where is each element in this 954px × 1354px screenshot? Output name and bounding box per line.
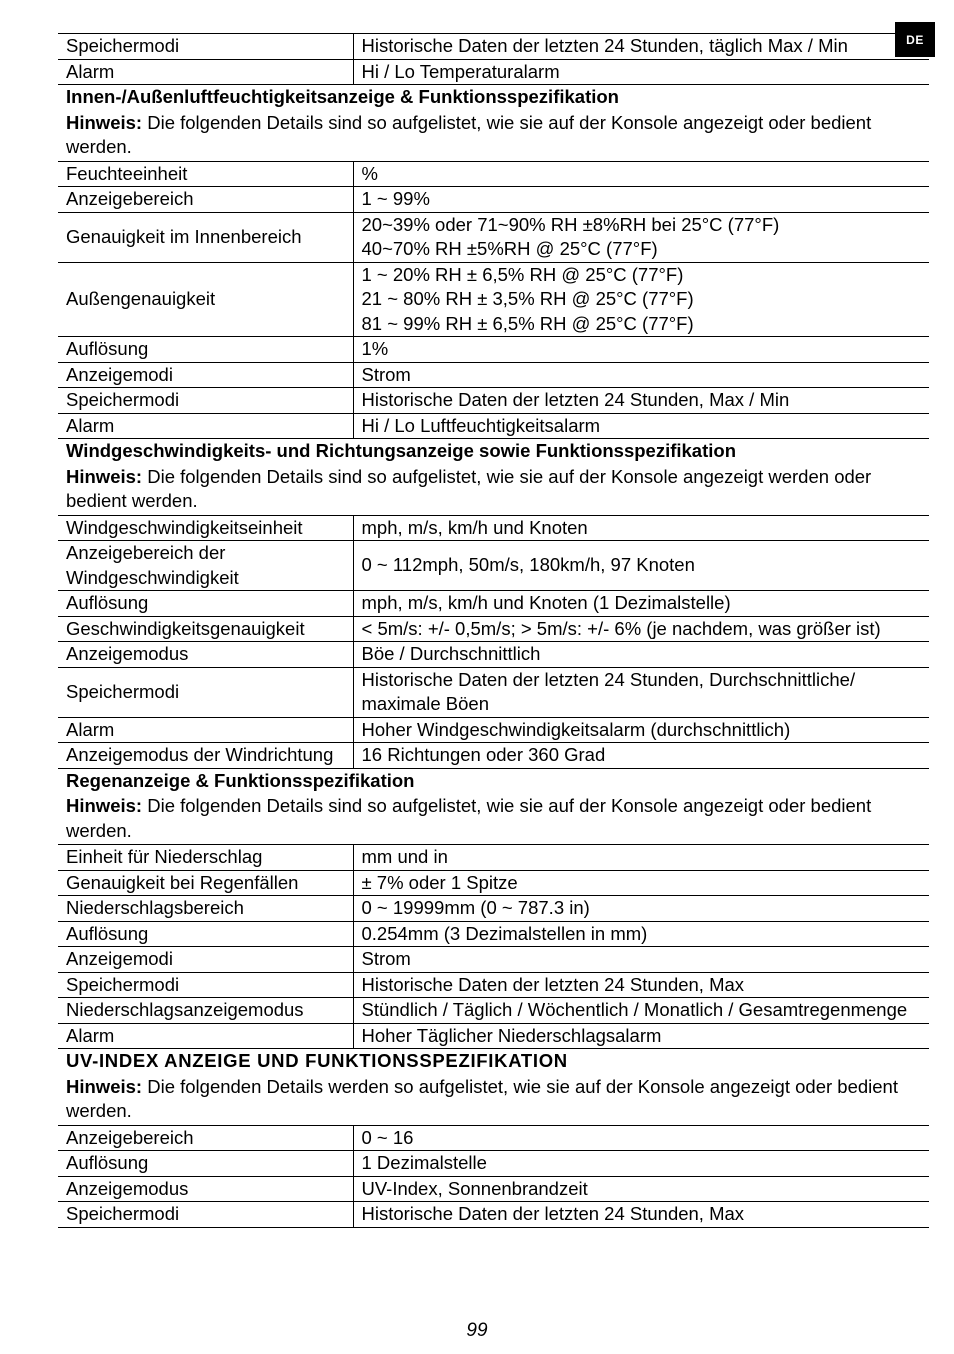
spec-value-line: Hi / Lo Temperaturalarm [361, 60, 560, 82]
section-note [58, 111, 929, 162]
table-row [58, 187, 929, 213]
spec-label: Außengenauigkeit [58, 262, 353, 337]
spec-value-line: 1% [361, 338, 389, 359]
section-note-cell [58, 111, 929, 162]
table-row [58, 972, 929, 998]
spec-value [353, 1023, 929, 1049]
spec-value-line: 0.254mm (3 Dezimalstellen in mm) [361, 922, 648, 944]
spec-value-line: < 5m/s: +/- 0,5m/s; > 5m/s: +/- 6% (je nachdem, was größer ist) [361, 617, 881, 639]
spec-value [353, 362, 929, 388]
spec-label: Genauigkeit im Innenbereich [58, 212, 353, 262]
spec-value [353, 743, 929, 769]
table-row [58, 212, 929, 262]
spec-label: Speichermodi [58, 34, 353, 60]
spec-value [353, 642, 929, 668]
spec-value-line: Hoher Windgeschwindigkeitsalarm (durchschnittlich) [361, 718, 791, 740]
spec-label: Anzeigebereich [58, 1125, 353, 1151]
note-text: Die folgenden Details sind so aufgelistet, wie sie auf der Konsole angezeigt oder bedient werden. [66, 111, 872, 157]
spec-value-line: Historische Daten der letzten 24 Stunden, täglich Max / Min [361, 35, 848, 56]
section-header [58, 85, 929, 111]
note-text: Die folgenden Details sind so aufgelistet, wie sie auf der Konsole angezeigt werden oder bedient werden. [66, 465, 872, 511]
spec-value [353, 59, 929, 85]
page-number: 99 [466, 1320, 488, 1341]
spec-value [353, 1176, 929, 1202]
table-row [58, 161, 929, 187]
section-note [58, 465, 929, 516]
spec-label: Alarm [58, 413, 353, 439]
spec-value [353, 998, 929, 1024]
spec-value-line: 81 ~ 99% RH ± 6,5% RH @ 25°C (77°F) [361, 312, 694, 334]
spec-value [353, 591, 929, 617]
spec-value-line: Historische Daten der letzten 24 Stunden, Max [361, 973, 745, 995]
section-header-cell [58, 768, 929, 794]
spec-value [353, 388, 929, 414]
table-row [58, 1202, 929, 1228]
note-label: Hinweis: [66, 465, 143, 487]
spec-label: Speichermodi [58, 667, 353, 717]
spec-label: Niederschlagsanzeigemodus [58, 998, 353, 1024]
spec-value-line: mph, m/s, km/h und Knoten [361, 516, 588, 538]
table-row [58, 896, 929, 922]
spec-value-line: 1 ~ 99% [361, 188, 430, 209]
spec-label: Speichermodi [58, 972, 353, 998]
spec-label: Alarm [58, 59, 353, 85]
spec-label: Anzeigemodus [58, 642, 353, 668]
spec-value [353, 896, 929, 922]
section-title: Windgeschwindigkeits- und Richtungsanzeige sowie Funktionsspezifikation [66, 440, 737, 461]
spec-value-line: Hoher Täglicher Niederschlagsalarm [361, 1024, 662, 1046]
spec-label: Anzeigemodi [58, 362, 353, 388]
spec-label: Speichermodi [58, 388, 353, 414]
table-row [58, 262, 929, 337]
table-row [58, 1023, 929, 1049]
spec-label: Alarm [58, 717, 353, 743]
spec-label: Feuchteeinheit [58, 161, 353, 187]
spec-label: Anzeigemodi [58, 947, 353, 973]
section-header [58, 439, 929, 465]
table-row [58, 845, 929, 871]
spec-value [353, 262, 929, 337]
spec-label: Einheit für Niederschlag [58, 845, 353, 871]
spec-label: Speichermodi [58, 1202, 353, 1228]
section-header [58, 768, 929, 794]
spec-value-line: 16 Richtungen oder 360 Grad [361, 744, 606, 765]
note-label: Hinweis: [66, 111, 143, 133]
spec-value [353, 161, 929, 187]
section-header-cell [58, 85, 929, 111]
section-header [58, 1049, 929, 1075]
table-row [58, 743, 929, 769]
spec-value-line: 1 Dezimalstelle [361, 1152, 487, 1173]
section-title: Regenanzeige & Funktionsspezifikation [66, 769, 415, 791]
table-row [58, 59, 929, 85]
spec-value-line: ± 7% oder 1 Spitze [361, 871, 518, 893]
spec-value-line: 20~39% oder 71~90% RH ±8%RH bei 25°C (77°F) [361, 213, 780, 235]
spec-value [353, 413, 929, 439]
spec-label: Geschwindigkeitsgenauigkeit [58, 616, 353, 642]
table-row [58, 667, 929, 717]
table-row [58, 717, 929, 743]
table-row [58, 413, 929, 439]
spec-value [353, 921, 929, 947]
spec-value [353, 337, 929, 363]
table-row [58, 591, 929, 617]
spec-label: Anzeigemodus [58, 1176, 353, 1202]
language-tab-de: DE [895, 22, 935, 57]
note-label: Hinweis: [66, 795, 143, 816]
spec-value [353, 947, 929, 973]
specification-table [58, 33, 929, 1228]
spec-value [353, 1125, 929, 1151]
section-header-cell [58, 439, 929, 465]
spec-value [353, 541, 929, 591]
spec-label: Auflösung [58, 921, 353, 947]
section-title: UV-INDEX ANZEIGE UND FUNKTIONSSPEZIFIKATION [66, 1050, 568, 1071]
spec-value-line: 0 ~ 19999mm (0 ~ 787.3 in) [361, 897, 590, 918]
spec-value-line: Historische Daten der letzten 24 Stunden, Max / Min [361, 389, 790, 410]
spec-label: Anzeigebereich [58, 187, 353, 213]
spec-value-line: mph, m/s, km/h und Knoten (1 Dezimalstelle) [361, 592, 731, 613]
note-text: Die folgenden Details sind so aufgelistet, wie sie auf der Konsole angezeigt oder bedient werden. [66, 795, 872, 841]
table-row [58, 921, 929, 947]
spec-value [353, 212, 929, 262]
table-row [58, 362, 929, 388]
spec-value [353, 717, 929, 743]
spec-value-line: 1 ~ 20% RH ± 6,5% RH @ 25°C (77°F) [361, 263, 684, 285]
spec-label: Auflösung [58, 591, 353, 617]
spec-label: Auflösung [58, 1151, 353, 1177]
table-row [58, 515, 929, 541]
table-row [58, 1125, 929, 1151]
spec-value [353, 187, 929, 213]
spec-value [353, 1151, 929, 1177]
spec-label: Anzeigebereich der Windgeschwindigkeit [58, 541, 353, 591]
table-row [58, 642, 929, 668]
section-note-cell [58, 1075, 929, 1126]
note-text: Die folgenden Details werden so aufgelistet, wie sie auf der Konsole angezeigt oder bedient werden. [66, 1075, 898, 1121]
spec-value-line: 40~70% RH ±5%RH @ 25°C (77°F) [361, 238, 658, 259]
spec-value [353, 1202, 929, 1228]
spec-label: Niederschlagsbereich [58, 896, 353, 922]
spec-value-line: % [361, 162, 378, 184]
spec-label: Windgeschwindigkeitseinheit [58, 515, 353, 541]
table-row [58, 1151, 929, 1177]
table-row [58, 998, 929, 1024]
spec-value [353, 972, 929, 998]
section-title: Innen-/Außenluftfeuchtigkeitsanzeige & Funktionsspezifikation [66, 86, 619, 107]
spec-value-line: mm und in [361, 846, 448, 867]
spec-value-line: Historische Daten der letzten 24 Stunden, Max [361, 1203, 745, 1224]
spec-value-line: Strom [361, 363, 411, 385]
table-row [58, 337, 929, 363]
spec-label: Alarm [58, 1023, 353, 1049]
spec-value-line: Böe / Durchschnittlich [361, 643, 541, 664]
spec-value [353, 34, 929, 60]
section-note-cell [58, 794, 929, 845]
spec-value [353, 870, 929, 896]
table-row [58, 1176, 929, 1202]
spec-value [353, 616, 929, 642]
spec-value-line: UV-Index, Sonnenbrandzeit [361, 1177, 588, 1199]
section-note [58, 794, 929, 845]
spec-value-line: 21 ~ 80% RH ± 3,5% RH @ 25°C (77°F) [361, 288, 694, 309]
spec-label: Anzeigemodus der Windrichtung [58, 743, 353, 769]
spec-value [353, 515, 929, 541]
spec-value-line: Historische Daten der letzten 24 Stunden, Durchschnittliche/ maximale Böen [361, 668, 856, 714]
note-label: Hinweis: [66, 1075, 143, 1097]
spec-label: Auflösung [58, 337, 353, 363]
table-row [58, 388, 929, 414]
section-header-cell [58, 1049, 929, 1075]
spec-value [353, 667, 929, 717]
table-row [58, 34, 929, 60]
table-row [58, 541, 929, 591]
section-note-cell [58, 465, 929, 516]
spec-value-line: 0 ~ 16 [361, 1126, 414, 1148]
table-row [58, 616, 929, 642]
table-row [58, 870, 929, 896]
table-row [58, 947, 929, 973]
spec-label: Genauigkeit bei Regenfällen [58, 870, 353, 896]
spec-value [353, 845, 929, 871]
spec-value-line: Hi / Lo Luftfeuchtigkeitsalarm [361, 414, 601, 436]
section-note [58, 1075, 929, 1126]
spec-value-line: 0 ~ 112mph, 50m/s, 180km/h, 97 Knoten [361, 554, 695, 576]
spec-value-line: Strom [361, 948, 411, 969]
spec-value-line: Stündlich / Täglich / Wöchentlich / Monatlich / Gesamtregenmenge [361, 999, 908, 1020]
